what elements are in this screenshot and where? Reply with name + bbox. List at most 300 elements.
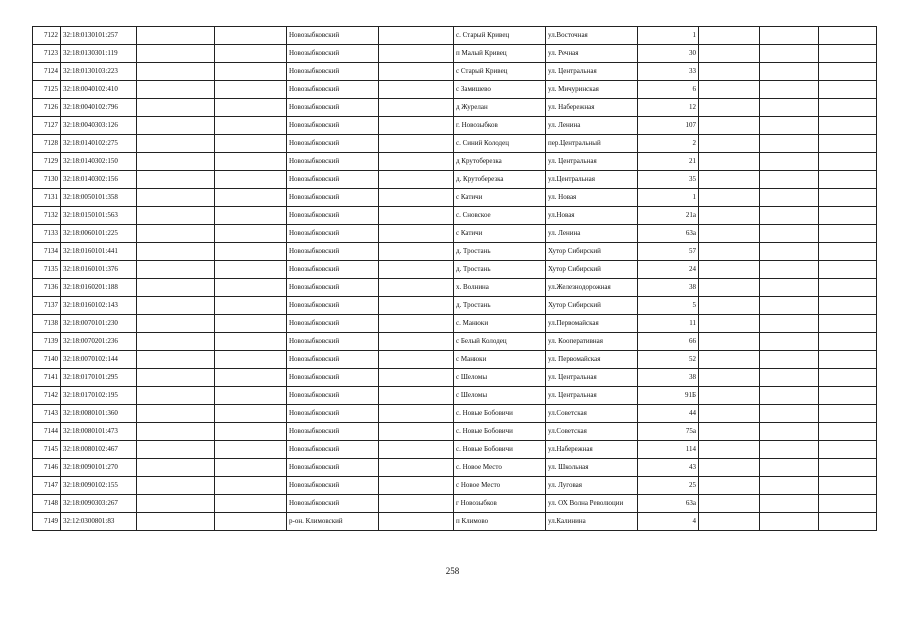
settlement-cell: д Крутоберезка — [454, 153, 546, 171]
street-cell: ул.Советская — [546, 405, 638, 423]
street-cell: ул. Ленина — [546, 117, 638, 135]
house-number-cell: 24 — [638, 261, 699, 279]
settlement-cell: с Шеломы — [454, 387, 546, 405]
row-number-cell: 7146 — [33, 459, 61, 477]
cadastral-number-cell: 32:18:0140102:275 — [61, 135, 137, 153]
settlement-cell: п Малый Кривец — [454, 45, 546, 63]
table-row — [33, 315, 877, 333]
table-row — [33, 279, 877, 297]
street-cell: ул. Центральная — [546, 153, 638, 171]
cadastral-number-cell: 32:18:0130101:257 — [61, 27, 137, 45]
empty-cell — [379, 405, 454, 423]
empty-cell — [699, 243, 760, 261]
row-number-cell: 7127 — [33, 117, 61, 135]
empty-cell — [699, 81, 760, 99]
empty-cell — [379, 243, 454, 261]
empty-cell — [699, 423, 760, 441]
empty-cell — [215, 207, 287, 225]
empty-cell — [137, 243, 215, 261]
empty-cell — [215, 135, 287, 153]
empty-cell — [819, 135, 877, 153]
street-cell: Хутор Сибирский — [546, 297, 638, 315]
cadastral-number-cell: 32:18:0080101:360 — [61, 405, 137, 423]
empty-cell — [137, 351, 215, 369]
settlement-cell: с Катичи — [454, 225, 546, 243]
empty-cell — [379, 207, 454, 225]
street-cell: ул.Центральная — [546, 171, 638, 189]
row-number-cell: 7147 — [33, 477, 61, 495]
table-row — [33, 189, 877, 207]
empty-cell — [760, 261, 819, 279]
settlement-cell: с Белый Колодец — [454, 333, 546, 351]
empty-cell — [699, 495, 760, 513]
house-number-cell: 1 — [638, 27, 699, 45]
street-cell: ул. Центральная — [546, 369, 638, 387]
row-number-cell: 7123 — [33, 45, 61, 63]
empty-cell — [760, 27, 819, 45]
row-number-cell: 7136 — [33, 279, 61, 297]
table-row — [33, 99, 877, 117]
district-cell: Новозыбковский — [287, 117, 379, 135]
house-number-cell: 43 — [638, 459, 699, 477]
empty-cell — [819, 405, 877, 423]
empty-cell — [699, 405, 760, 423]
empty-cell — [137, 459, 215, 477]
empty-cell — [760, 513, 819, 531]
row-number-cell: 7144 — [33, 423, 61, 441]
empty-cell — [819, 207, 877, 225]
settlement-cell: с. Сновское — [454, 207, 546, 225]
cadastral-number-cell: 32:18:0060101:225 — [61, 225, 137, 243]
empty-cell — [215, 45, 287, 63]
empty-cell — [215, 351, 287, 369]
empty-cell — [819, 513, 877, 531]
row-number-cell: 7149 — [33, 513, 61, 531]
row-number-cell: 7145 — [33, 441, 61, 459]
address-register-table — [32, 26, 877, 531]
empty-cell — [819, 369, 877, 387]
empty-cell — [699, 153, 760, 171]
district-cell: Новозыбковский — [287, 333, 379, 351]
empty-cell — [760, 135, 819, 153]
empty-cell — [379, 189, 454, 207]
cadastral-number-cell: 32:18:0150101:563 — [61, 207, 137, 225]
row-number-cell: 7141 — [33, 369, 61, 387]
street-cell: ул.Восточная — [546, 27, 638, 45]
empty-cell — [819, 279, 877, 297]
cadastral-number-cell: 32:18:0040102:796 — [61, 99, 137, 117]
district-cell: Новозыбковский — [287, 135, 379, 153]
house-number-cell: 6 — [638, 81, 699, 99]
settlement-cell: д. Крутоберезка — [454, 171, 546, 189]
empty-cell — [699, 135, 760, 153]
district-cell: Новозыбковский — [287, 225, 379, 243]
settlement-cell: с Новое Место — [454, 477, 546, 495]
empty-cell — [215, 495, 287, 513]
settlement-cell: г. Новозыбков — [454, 117, 546, 135]
cadastral-number-cell: 32:18:0080102:467 — [61, 441, 137, 459]
empty-cell — [215, 387, 287, 405]
empty-cell — [699, 189, 760, 207]
empty-cell — [215, 315, 287, 333]
empty-cell — [760, 423, 819, 441]
district-cell: Новозыбковский — [287, 405, 379, 423]
house-number-cell: 33 — [638, 63, 699, 81]
table-row — [33, 495, 877, 513]
district-cell: Новозыбковский — [287, 45, 379, 63]
cadastral-number-cell: 32:18:0170102:195 — [61, 387, 137, 405]
table-row — [33, 423, 877, 441]
house-number-cell: 1 — [638, 189, 699, 207]
empty-cell — [819, 495, 877, 513]
settlement-cell: х. Волнина — [454, 279, 546, 297]
empty-cell — [215, 369, 287, 387]
empty-cell — [819, 423, 877, 441]
empty-cell — [699, 297, 760, 315]
empty-cell — [215, 171, 287, 189]
district-cell: Новозыбковский — [287, 81, 379, 99]
settlement-cell: п Климово — [454, 513, 546, 531]
house-number-cell: 66 — [638, 333, 699, 351]
row-number-cell: 7142 — [33, 387, 61, 405]
table-row — [33, 153, 877, 171]
house-number-cell: 21а — [638, 207, 699, 225]
empty-cell — [760, 45, 819, 63]
district-cell: Новозыбковский — [287, 63, 379, 81]
row-number-cell: 7132 — [33, 207, 61, 225]
empty-cell — [379, 261, 454, 279]
empty-cell — [760, 333, 819, 351]
district-cell: Новозыбковский — [287, 207, 379, 225]
empty-cell — [760, 99, 819, 117]
empty-cell — [699, 333, 760, 351]
empty-cell — [699, 45, 760, 63]
house-number-cell: 4 — [638, 513, 699, 531]
settlement-cell: д. Тростань — [454, 297, 546, 315]
empty-cell — [137, 513, 215, 531]
row-number-cell: 7143 — [33, 405, 61, 423]
empty-cell — [215, 297, 287, 315]
settlement-cell: д. Тростань — [454, 243, 546, 261]
cadastral-number-cell: 32:18:0140302:150 — [61, 153, 137, 171]
district-cell: Новозыбковский — [287, 171, 379, 189]
empty-cell — [137, 171, 215, 189]
empty-cell — [215, 81, 287, 99]
table-row — [33, 135, 877, 153]
empty-cell — [215, 513, 287, 531]
street-cell: ул. Речная — [546, 45, 638, 63]
empty-cell — [819, 27, 877, 45]
cadastral-number-cell: 32:18:0130301:119 — [61, 45, 137, 63]
empty-cell — [215, 261, 287, 279]
empty-cell — [215, 333, 287, 351]
empty-cell — [699, 459, 760, 477]
table-row — [33, 225, 877, 243]
row-number-cell: 7137 — [33, 297, 61, 315]
house-number-cell: 11 — [638, 315, 699, 333]
empty-cell — [215, 225, 287, 243]
empty-cell — [137, 315, 215, 333]
house-number-cell: 63а — [638, 225, 699, 243]
row-number-cell: 7139 — [33, 333, 61, 351]
empty-cell — [699, 225, 760, 243]
house-number-cell: 25 — [638, 477, 699, 495]
settlement-cell: с Шеломы — [454, 369, 546, 387]
street-cell: ул. Первомайская — [546, 351, 638, 369]
empty-cell — [819, 477, 877, 495]
empty-cell — [137, 189, 215, 207]
empty-cell — [137, 117, 215, 135]
empty-cell — [819, 243, 877, 261]
row-number-cell: 7148 — [33, 495, 61, 513]
cadastral-number-cell: 32:18:0160101:441 — [61, 243, 137, 261]
empty-cell — [760, 405, 819, 423]
empty-cell — [379, 333, 454, 351]
house-number-cell: 35 — [638, 171, 699, 189]
empty-cell — [699, 315, 760, 333]
empty-cell — [215, 189, 287, 207]
empty-cell — [137, 477, 215, 495]
empty-cell — [819, 189, 877, 207]
table-row — [33, 369, 877, 387]
table-row — [33, 171, 877, 189]
district-cell: Новозыбковский — [287, 153, 379, 171]
empty-cell — [379, 279, 454, 297]
empty-cell — [137, 63, 215, 81]
settlement-cell: с Манюки — [454, 351, 546, 369]
empty-cell — [379, 513, 454, 531]
district-cell: Новозыбковский — [287, 351, 379, 369]
settlement-cell: с. Новые Бобовичи — [454, 423, 546, 441]
settlement-cell: с Замишево — [454, 81, 546, 99]
house-number-cell: 91Б — [638, 387, 699, 405]
street-cell: ул.Железнодорожная — [546, 279, 638, 297]
empty-cell — [819, 171, 877, 189]
page-number: 258 — [445, 566, 460, 576]
empty-cell — [819, 351, 877, 369]
empty-cell — [379, 477, 454, 495]
table-row — [33, 297, 877, 315]
district-cell: Новозыбковский — [287, 189, 379, 207]
empty-cell — [137, 207, 215, 225]
row-number-cell: 7128 — [33, 135, 61, 153]
street-cell: ул. Новая — [546, 189, 638, 207]
house-number-cell: 12 — [638, 99, 699, 117]
table-row — [33, 81, 877, 99]
house-number-cell: 2 — [638, 135, 699, 153]
empty-cell — [699, 99, 760, 117]
empty-cell — [215, 63, 287, 81]
empty-cell — [379, 225, 454, 243]
street-cell: ул. Луговая — [546, 477, 638, 495]
table-row — [33, 333, 877, 351]
empty-cell — [760, 351, 819, 369]
empty-cell — [137, 45, 215, 63]
empty-cell — [819, 99, 877, 117]
settlement-cell: г Новозыбков — [454, 495, 546, 513]
house-number-cell: 21 — [638, 153, 699, 171]
empty-cell — [699, 171, 760, 189]
house-number-cell: 75а — [638, 423, 699, 441]
empty-cell — [379, 423, 454, 441]
district-cell: Новозыбковский — [287, 243, 379, 261]
empty-cell — [215, 279, 287, 297]
empty-cell — [137, 423, 215, 441]
empty-cell — [215, 117, 287, 135]
row-number-cell: 7129 — [33, 153, 61, 171]
cadastral-number-cell: 32:18:0170101:295 — [61, 369, 137, 387]
table-row — [33, 513, 877, 531]
street-cell: ул.Новая — [546, 207, 638, 225]
row-number-cell: 7131 — [33, 189, 61, 207]
empty-cell — [137, 135, 215, 153]
cadastral-number-cell: 32:18:0090303:267 — [61, 495, 137, 513]
table-row — [33, 387, 877, 405]
empty-cell — [215, 477, 287, 495]
row-number-cell: 7126 — [33, 99, 61, 117]
settlement-cell: с. Новое Место — [454, 459, 546, 477]
house-number-cell: 5 — [638, 297, 699, 315]
empty-cell — [379, 369, 454, 387]
empty-cell — [215, 423, 287, 441]
district-cell: р-он. Климовский — [287, 513, 379, 531]
empty-cell — [760, 369, 819, 387]
empty-cell — [760, 225, 819, 243]
street-cell: ул. ОХ Волна Революции — [546, 495, 638, 513]
empty-cell — [819, 225, 877, 243]
empty-cell — [699, 513, 760, 531]
empty-cell — [379, 351, 454, 369]
empty-cell — [699, 477, 760, 495]
empty-cell — [137, 495, 215, 513]
empty-cell — [760, 207, 819, 225]
street-cell: ул.Советская — [546, 423, 638, 441]
district-cell: Новозыбковский — [287, 99, 379, 117]
street-cell: ул.Калинина — [546, 513, 638, 531]
empty-cell — [379, 459, 454, 477]
street-cell: ул. Кооперативная — [546, 333, 638, 351]
empty-cell — [699, 207, 760, 225]
empty-cell — [819, 117, 877, 135]
empty-cell — [137, 261, 215, 279]
settlement-cell: с. Новые Бобовичи — [454, 441, 546, 459]
empty-cell — [215, 153, 287, 171]
empty-cell — [760, 315, 819, 333]
street-cell: ул.Первомайская — [546, 315, 638, 333]
house-number-cell: 57 — [638, 243, 699, 261]
empty-cell — [379, 27, 454, 45]
district-cell: Новозыбковский — [287, 423, 379, 441]
cadastral-number-cell: 32:18:0070201:236 — [61, 333, 137, 351]
cadastral-number-cell: 32:18:0130103:223 — [61, 63, 137, 81]
district-cell: Новозыбковский — [287, 495, 379, 513]
cadastral-number-cell: 32:18:0040303:126 — [61, 117, 137, 135]
empty-cell — [137, 225, 215, 243]
row-number-cell: 7138 — [33, 315, 61, 333]
empty-cell — [215, 441, 287, 459]
row-number-cell: 7134 — [33, 243, 61, 261]
street-cell: ул. Мичуринская — [546, 81, 638, 99]
table-row — [33, 459, 877, 477]
row-number-cell: 7133 — [33, 225, 61, 243]
empty-cell — [760, 477, 819, 495]
empty-cell — [699, 279, 760, 297]
house-number-cell: 114 — [638, 441, 699, 459]
empty-cell — [379, 153, 454, 171]
table-row — [33, 441, 877, 459]
empty-cell — [379, 387, 454, 405]
empty-cell — [379, 117, 454, 135]
empty-cell — [760, 117, 819, 135]
empty-cell — [760, 189, 819, 207]
empty-cell — [137, 153, 215, 171]
district-cell: Новозыбковский — [287, 297, 379, 315]
empty-cell — [379, 441, 454, 459]
empty-cell — [760, 495, 819, 513]
district-cell: Новозыбковский — [287, 387, 379, 405]
street-cell: Хутор Сибирский — [546, 261, 638, 279]
district-cell: Новозыбковский — [287, 459, 379, 477]
table-row — [33, 63, 877, 81]
empty-cell — [379, 297, 454, 315]
settlement-cell: с. Старый Кривец — [454, 27, 546, 45]
cadastral-number-cell: 32:18:0140302:156 — [61, 171, 137, 189]
empty-cell — [215, 99, 287, 117]
street-cell: ул. Набережная — [546, 99, 638, 117]
district-cell: Новозыбковский — [287, 477, 379, 495]
empty-cell — [819, 45, 877, 63]
empty-cell — [760, 459, 819, 477]
row-number-cell: 7130 — [33, 171, 61, 189]
settlement-cell: с. Синий Колодец — [454, 135, 546, 153]
cadastral-number-cell: 32:12:0300801:83 — [61, 513, 137, 531]
table-row — [33, 243, 877, 261]
house-number-cell: 38 — [638, 369, 699, 387]
row-number-cell: 7135 — [33, 261, 61, 279]
cadastral-number-cell: 32:18:0040102:410 — [61, 81, 137, 99]
settlement-cell: с Старый Кривец — [454, 63, 546, 81]
empty-cell — [819, 441, 877, 459]
empty-cell — [215, 459, 287, 477]
street-cell: Хутор Сибирский — [546, 243, 638, 261]
empty-cell — [819, 297, 877, 315]
empty-cell — [379, 171, 454, 189]
empty-cell — [819, 459, 877, 477]
empty-cell — [137, 99, 215, 117]
table-row — [33, 117, 877, 135]
settlement-cell: с Катичи — [454, 189, 546, 207]
house-number-cell: 38 — [638, 279, 699, 297]
street-cell: пер.Центральный — [546, 135, 638, 153]
empty-cell — [699, 63, 760, 81]
empty-cell — [215, 405, 287, 423]
settlement-cell: с. Новые Бобовичи — [454, 405, 546, 423]
table-row — [33, 207, 877, 225]
empty-cell — [760, 63, 819, 81]
settlement-cell: д Журелан — [454, 99, 546, 117]
street-cell: ул. Центральная — [546, 387, 638, 405]
empty-cell — [760, 441, 819, 459]
house-number-cell: 107 — [638, 117, 699, 135]
street-cell: ул.Набережная — [546, 441, 638, 459]
empty-cell — [819, 261, 877, 279]
empty-cell — [819, 81, 877, 99]
empty-cell — [699, 27, 760, 45]
empty-cell — [137, 27, 215, 45]
empty-cell — [137, 369, 215, 387]
empty-cell — [699, 261, 760, 279]
cadastral-number-cell: 32:18:0050101:358 — [61, 189, 137, 207]
